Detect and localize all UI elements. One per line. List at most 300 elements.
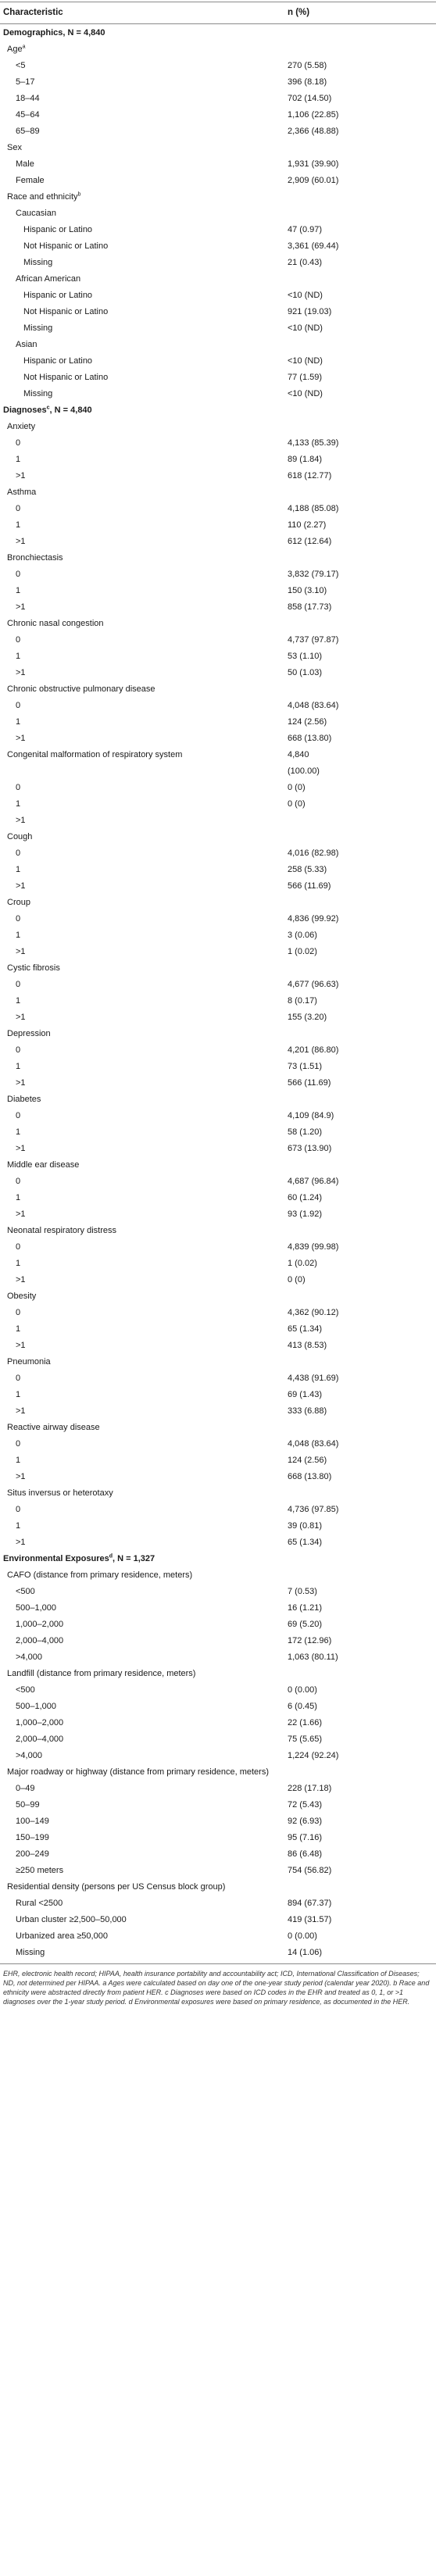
row-label [16,337,38,353]
row-label-text: 0 [16,1505,21,1514]
table-row [0,304,436,320]
row-label [16,1830,49,1846]
table-row [0,1518,436,1535]
row-label-text: 0 [16,1374,21,1383]
row-label [16,1600,56,1617]
row-value: 89 (1.84) [288,455,323,464]
row-value: 4,048 (83.64) [288,1439,339,1449]
table-row [0,1452,436,1469]
row-label-text: Missing [23,323,53,333]
table-row [0,1206,436,1223]
row-label-text: 1 [16,1193,21,1202]
row-label-text: >1 [16,734,26,743]
table-row [0,1469,436,1485]
row-label [16,1912,127,1928]
row-label [16,1452,20,1469]
row-label-text: Cystic fibrosis [7,963,60,973]
row-label [16,1731,63,1748]
row-label [16,1748,42,1764]
row-label-text: 2,000–4,000 [16,1636,64,1645]
row-label-text: Urban cluster ≥2,500–50,000 [16,1915,127,1924]
table-row [0,222,436,238]
row-label [16,632,20,648]
row-label-text: 18–44 [16,94,40,103]
table-row [0,1502,436,1518]
row-label [16,583,20,599]
row-label-text: >1 [16,602,26,612]
table-row [0,1535,436,1551]
row-label [16,1239,20,1256]
table-row [0,255,436,271]
row-label-text: >1 [16,1078,26,1088]
row-label [16,74,34,91]
table-row [0,74,436,91]
row-label-text: Sex [7,143,22,152]
section-row [0,25,436,41]
row-label [7,960,60,977]
row-label [16,1649,42,1666]
row-label-text: Bronchiectasis [7,553,63,563]
row-label-text: Diabetes [7,1095,41,1104]
row-label [16,1387,20,1403]
row-label-text: 0 [16,438,21,448]
row-label-text: Neonatal respiratory distress [7,1226,117,1235]
table-row [0,632,436,648]
row-label [16,813,26,829]
row-value: 0 (0.00) [288,1685,317,1695]
row-label-text: >1 [16,1341,26,1350]
group-row [0,1157,436,1174]
row-label [16,927,20,944]
group-row [0,960,436,977]
row-label [23,255,52,271]
row-value: 258 (5.33) [288,865,327,874]
table-row [0,845,436,862]
group-row [0,681,436,698]
table-row [0,862,436,878]
section-count: , N = 4,840 [49,406,92,415]
row-label [16,534,26,550]
table-row [0,1797,436,1813]
row-label [7,140,22,156]
row-value: 2,366 (48.88) [288,127,339,136]
row-label-text: 1,000–2,000 [16,1620,64,1629]
row-label [16,1141,26,1157]
row-value: 65 (1.34) [288,1538,323,1547]
table-row [0,58,436,74]
row-label [16,156,34,173]
table-row [0,1731,436,1748]
row-label-text: 1,000–2,000 [16,1718,64,1727]
row-label-text: 0 [16,1242,21,1252]
row-label [7,1879,225,1895]
row-label [7,895,30,911]
row-label [7,550,63,566]
row-label [7,829,32,845]
row-label-text: Age [7,45,23,54]
row-label [7,1157,79,1174]
row-value: 8 (0.17) [288,996,317,1006]
row-label [16,1436,20,1452]
row-label-text: Not Hispanic or Latino [23,241,109,251]
table-row [0,665,436,681]
table-row [0,1190,436,1206]
row-value: 4,362 (90.12) [288,1308,339,1317]
row-label [16,1042,20,1059]
row-label-text: Obesity [7,1292,37,1301]
row-label [16,58,26,74]
table-row [0,1321,436,1338]
row-label [16,1009,26,1026]
row-label [16,1174,20,1190]
row-label-text: 0 [16,849,21,858]
table-row [0,648,436,665]
row-value: 69 (5.20) [288,1620,323,1629]
row-label-text: >1 [16,1144,26,1153]
row-value: 921 (19.03) [288,307,332,316]
table-row [0,534,436,550]
table-row [0,1617,436,1633]
row-label [16,271,80,288]
row-label [16,1206,26,1223]
row-value: 858 (17.73) [288,602,332,612]
row-value: 72 (5.43) [288,1800,323,1810]
row-label-text: Residential density (persons per US Census block group) [7,1882,226,1892]
group-row [0,1420,436,1436]
row-value: 21 (0.43) [288,258,323,267]
row-label [16,648,20,665]
table-row [0,599,436,616]
group-row [0,1026,436,1042]
row-label-text: CAFO (distance from primary residence, meters) [7,1570,193,1580]
header-characteristic: Characteristic [3,8,63,17]
row-value: 1,063 (80.11) [288,1652,338,1662]
row-label-text: Landfill (distance from primary residence, meters) [7,1669,196,1678]
row-value: 60 (1.24) [288,1193,323,1202]
row-label [7,1567,192,1584]
row-label-text: Reactive airway disease [7,1423,100,1432]
table-row [0,1928,436,1945]
row-label-text: 1 [16,996,21,1006]
footnote-marker: d [109,1553,113,1560]
row-label-text: Cough [7,832,33,841]
table-row [0,517,436,534]
row-label-text: 500–1,000 [16,1702,56,1711]
row-label-text: 0 [16,980,21,989]
row-label [7,747,182,763]
row-label [16,911,20,927]
row-label-text: 1 [16,652,21,661]
row-label [16,435,20,452]
table-row [0,1059,436,1075]
table-row [0,1600,436,1617]
row-value: 95 (7.16) [288,1833,323,1842]
row-label [7,484,36,501]
group-row [0,1485,436,1502]
row-label-text: Hispanic or Latino [23,356,93,366]
group-row [0,1879,436,1895]
row-value: 566 (11.69) [288,881,331,891]
row-label [16,977,20,993]
row-label-text: Chronic obstructive pulmonary disease [7,684,155,694]
row-label-text: Croup [7,898,30,907]
row-label-text: >1 [16,1275,26,1284]
group-row [0,1764,436,1781]
row-label-text: ≥250 meters [16,1866,64,1875]
group-row [0,895,436,911]
table-row [0,698,436,714]
row-label-text: Missing [16,1948,45,1957]
table-row [0,1239,436,1256]
row-label [16,845,20,862]
row-label [7,681,155,698]
row-label-text: Asian [16,340,38,349]
row-value: 93 (1.92) [288,1209,323,1219]
row-label [16,731,26,747]
row-label-text: Depression [7,1029,51,1038]
row-label-text: Situs inversus or heterotaxy [7,1488,113,1498]
group-row [0,1223,436,1239]
row-label-text: 5–17 [16,77,35,87]
table-row [0,435,436,452]
row-label [7,1223,116,1239]
table-row [0,1863,436,1879]
row-value: 6 (0.45) [288,1702,317,1711]
row-label [16,1305,20,1321]
row-label-text: 1 [16,799,21,809]
row-label-text: Urbanized area ≥50,000 [16,1931,108,1941]
row-value: 124 (2.56) [288,717,327,727]
table-row [0,1813,436,1830]
group-row [0,271,436,288]
row-label-text: >1 [16,1538,26,1547]
row-value: 16 (1.21) [288,1603,323,1613]
row-label-text: 0 [16,1177,21,1186]
row-label-text: >4,000 [16,1751,42,1760]
row-value: 4,048 (83.64) [288,701,339,710]
row-value: 612 (12.64) [288,537,332,546]
row-label [3,25,105,41]
row-value: 4,687 (96.84) [288,1177,339,1186]
row-label-text: 0 [16,570,21,579]
row-value: 413 (8.53) [288,1341,327,1350]
row-label [16,1059,20,1075]
row-label-text: 0 [16,1439,21,1449]
row-label-text: >1 [16,881,26,891]
table-row [0,1715,436,1731]
row-value: 0 (0) [288,1275,306,1284]
table-row [0,763,436,780]
footnote-marker: a [22,44,26,50]
row-label-text: 100–149 [16,1817,49,1826]
row-label [16,1682,35,1699]
row-label-text: 1 [16,1521,21,1531]
row-label-text: 150–199 [16,1833,49,1842]
row-label [16,1535,26,1551]
row-label [16,1370,20,1387]
group-row [0,1354,436,1370]
row-label [7,1485,113,1502]
row-value: 172 (12.96) [288,1636,332,1645]
row-label-text: 0–49 [16,1784,35,1793]
group-row [0,419,436,435]
group-row [0,616,436,632]
row-label [16,1715,63,1731]
row-label [16,944,26,960]
row-label-text: Major roadway or highway (distance from primary residence, meters) [7,1767,270,1777]
row-value: <10 (ND) [288,356,323,366]
row-label [16,780,20,796]
row-label [7,1764,269,1781]
row-value: 0 (0) [288,783,306,792]
row-label-text: >1 [16,1472,26,1481]
row-label [16,1633,63,1649]
header-n-pct: n (%) [288,8,310,17]
row-label-text: >1 [16,471,26,481]
row-label [23,370,108,386]
row-label-text: Hispanic or Latino [23,225,93,234]
group-row [0,829,436,845]
row-label-text: 0 [16,783,21,792]
header-rule [0,23,436,24]
row-label [16,517,20,534]
row-label-text: >1 [16,537,26,546]
row-label [7,189,80,205]
table-row [0,91,436,107]
row-label-text: Anxiety [7,422,36,431]
row-label-text: 1 [16,1456,21,1465]
row-label [16,1518,20,1535]
row-label-text: Not Hispanic or Latino [23,373,109,382]
row-label [16,1321,20,1338]
table-row [0,1272,436,1288]
row-value: 39 (0.81) [288,1521,323,1531]
row-label [16,665,26,681]
table-row [0,1584,436,1600]
row-label [16,1945,45,1961]
row-value: 0 (0) [288,799,306,809]
table-row [0,1174,436,1190]
row-label [16,91,40,107]
footnote-marker: c [46,405,50,411]
row-label-text: >1 [16,816,26,825]
row-label-text: >1 [16,668,26,677]
row-label-text: >1 [16,1406,26,1416]
row-value: 14 (1.06) [288,1948,323,1957]
footnote-marker: b [77,191,81,198]
table-row [0,1912,436,1928]
row-value: 3,361 (69.44) [288,241,339,251]
table-row [0,878,436,895]
table-row [0,370,436,386]
group-row [0,205,436,222]
row-value: 4,188 (85.08) [288,504,339,513]
group-row [0,41,436,58]
row-value: 4,438 (91.69) [288,1374,339,1383]
row-label [16,1190,20,1206]
row-label-text: >1 [16,1013,26,1022]
row-value: 65 (1.34) [288,1324,323,1334]
row-label-text: 1 [16,717,21,727]
row-label-text: Asthma [7,488,37,497]
row-label-text: 0 [16,504,21,513]
bottom-rule [0,1963,436,1964]
row-value: 2,909 (60.01) [288,176,339,185]
table-row [0,107,436,123]
row-label-text: Congenital malformation of respiratory system [7,750,183,759]
row-label [7,1666,195,1682]
row-label [16,1124,20,1141]
row-label-text: Race and ethnicity [7,192,78,202]
group-row [0,189,436,205]
row-label-text: <500 [16,1685,35,1695]
group-row [0,1091,436,1108]
row-label [16,1075,26,1091]
table-row [0,288,436,304]
row-value: 4,836 (99.92) [288,914,339,924]
row-label-text: 1 [16,931,21,940]
row-value: <10 (ND) [288,291,323,300]
row-value: (100.00) [288,766,320,776]
row-label-text: 1 [16,1259,21,1268]
row-label-text: Female [16,176,45,185]
row-label-text: 45–64 [16,110,40,120]
row-label-text: Environmental Exposures [3,1554,109,1563]
row-value: 419 (31.57) [288,1915,332,1924]
row-value: 4,840 [288,750,309,759]
row-value: 3 (0.06) [288,931,317,940]
row-label-text: African American [16,274,81,284]
row-value: 75 (5.65) [288,1735,323,1744]
row-label [23,353,92,370]
row-label [16,1256,20,1272]
row-label [3,1551,155,1567]
row-value: 4,201 (86.80) [288,1045,339,1055]
row-label-text: 1 [16,865,21,874]
table-row [0,583,436,599]
row-label [16,1813,49,1830]
table-row [0,1009,436,1026]
row-value: 668 (13.80) [288,734,332,743]
row-value: 110 (2.27) [288,520,327,530]
table-row [0,1108,436,1124]
row-label-text: 1 [16,1127,21,1137]
table-row [0,780,436,796]
table-row [0,1945,436,1961]
row-label [16,1797,40,1813]
row-label [16,796,20,813]
table-row [0,714,436,731]
table-row [0,944,436,960]
row-label [16,1895,63,1912]
row-label [16,1584,35,1600]
table-row [0,1682,436,1699]
table-row [0,731,436,747]
row-label [16,1272,26,1288]
row-label [23,386,52,402]
row-label-text: Missing [23,258,53,267]
row-label-text: 65–89 [16,127,40,136]
row-label [16,1108,20,1124]
row-label-text: Rural <2500 [16,1899,63,1908]
table-row [0,452,436,468]
table-row [0,1338,436,1354]
row-value: 4,016 (82.98) [288,849,339,858]
row-value: 155 (3.20) [288,1013,327,1022]
row-label-text: 0 [16,1045,21,1055]
row-value: 1 (0.02) [288,1259,317,1268]
table-row [0,353,436,370]
